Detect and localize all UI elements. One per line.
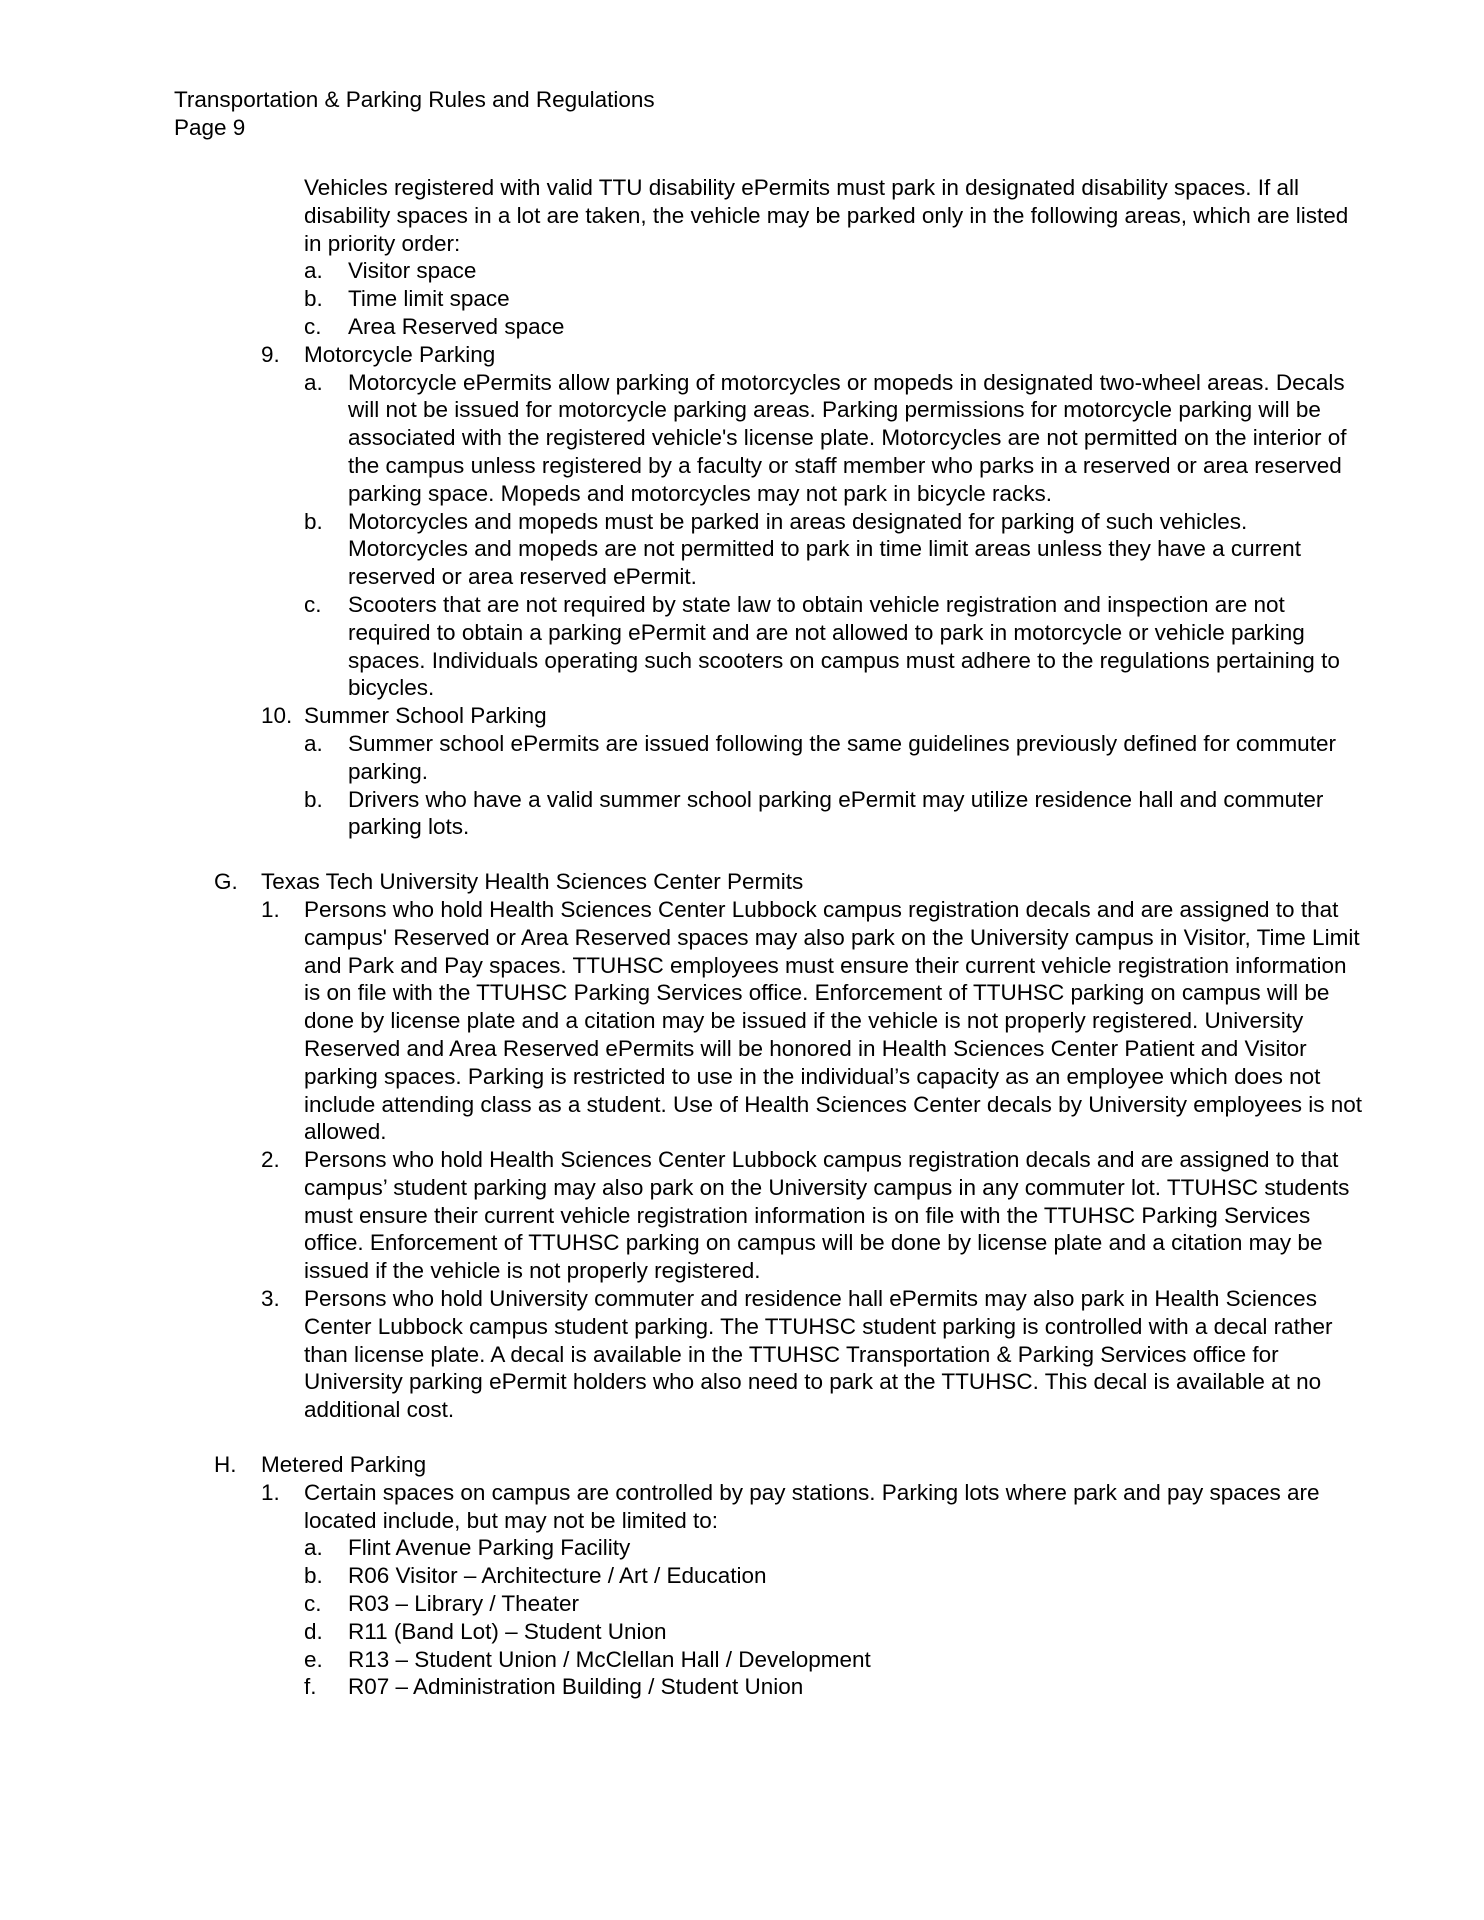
- list-marker: 3.: [261, 1286, 280, 1312]
- list-item-text: Drivers who have a valid summer school parking ePermit may utilize residence hall and commuter parking lots.: [348, 786, 1324, 840]
- list-item-text: Area Reserved space: [348, 313, 565, 339]
- list-item-text: Motorcycles and mopeds must be parked in areas designated for parking of such vehicles. Motorcycles and mopeds are not permitted to park in time limit areas unless they have a current reserved or area reserved ePermit.: [348, 508, 1301, 590]
- document-title: Transportation & Parking Rules and Regulations: [174, 87, 655, 112]
- list-marker: b.: [304, 786, 323, 812]
- section-marker: H.: [214, 1452, 237, 1478]
- list-item: [0, 1146, 1364, 1285]
- numbered-item-9: [0, 341, 1364, 369]
- section-title: Metered Parking: [261, 1452, 427, 1478]
- section-spacer: [0, 1424, 1484, 1451]
- list-item: [0, 313, 1352, 341]
- list-item-text: Scooters that are not required by state law to obtain vehicle registration and inspection are not required to obtain a parking ePermit and are not allowed to park in motorcycle or vehicle parking spaces. Individuals operating such scooters on campus must adhere to the regulations pertaining to bicycles.: [348, 591, 1340, 701]
- list-item-text: Persons who hold University commuter and residence hall ePermits may also park in Health Sciences Center Lubbock campus student parking. The TTUHSC student parking is controlled with a decal rather than license plate. A decal is available in the TTUHSC Transportation & Parking Services office for University parking ePermit holders who also need to park at the TTUHSC. This decal is available at no additional cost.: [304, 1286, 1333, 1423]
- list-marker: 2.: [261, 1147, 280, 1173]
- list-item: [0, 1534, 1352, 1562]
- list-item-text: Motorcycle ePermits allow parking of motorcycles or mopeds in designated two-wheel areas. Decals will not be issued for motorcycle parking areas. Parking permissions for motorcycle parking will be associated with the registered vehicle's license plate. Motorcycles are not permitted on the interior of the campus unless registered by a faculty or staff member who parks in a reserved or area reserved parking space. Mopeds and motorcycles may not park in bicycle racks.: [348, 369, 1347, 506]
- list-item: [0, 1590, 1352, 1618]
- document-body: [0, 174, 1484, 1701]
- list-marker: 1.: [261, 896, 280, 922]
- list-marker: b.: [304, 1563, 323, 1589]
- list-item: [0, 1618, 1352, 1646]
- section-marker: G.: [214, 869, 238, 895]
- list-marker: f.: [304, 1674, 317, 1700]
- list-item-text: Summer school ePermits are issued following the same guidelines previously defined for commuter parking.: [348, 730, 1336, 784]
- page-header: [174, 86, 655, 142]
- list-item: [0, 1479, 1364, 1535]
- list-marker: c.: [304, 591, 322, 617]
- list-marker: a.: [304, 258, 323, 284]
- list-item-text: Certain spaces on campus are controlled by pay stations. Parking lots where park and pay spaces are located include, but may not be limited to:: [304, 1479, 1320, 1533]
- section-spacer: [0, 841, 1484, 868]
- list-marker: 1.: [261, 1479, 280, 1505]
- list-item: [0, 591, 1352, 702]
- list-item-text: Time limit space: [348, 286, 510, 312]
- list-item: [0, 730, 1352, 786]
- item-heading: Summer School Parking: [304, 703, 547, 729]
- list-item: [0, 786, 1352, 842]
- list-item: [0, 285, 1352, 313]
- list-marker: a.: [304, 1535, 323, 1561]
- list-marker: b.: [304, 508, 323, 534]
- list-item-text: Persons who hold Health Sciences Center Lubbock campus registration decals and are assigned to that campus’ student parking may also park on the University campus in any commuter lot. TTUHSC students must ensure their current vehicle registration information is on file with the TTUHSC Parking Services office. Enforcement of TTUHSC parking on campus will be done by license plate and a citation may be issued if the vehicle is not properly registered.: [304, 1147, 1350, 1284]
- list-item: [0, 257, 1352, 285]
- list-marker: 9.: [261, 341, 280, 367]
- list-marker: e.: [304, 1646, 323, 1672]
- list-marker: b.: [304, 286, 323, 312]
- list-item-text: R07 – Administration Building / Student Union: [348, 1674, 804, 1700]
- list-item: [0, 896, 1364, 1146]
- list-item-text: R11 (Band Lot) – Student Union: [348, 1618, 667, 1644]
- list-item: [0, 508, 1352, 591]
- list-item: [0, 1562, 1352, 1590]
- list-marker: c.: [304, 313, 322, 339]
- item-heading: Motorcycle Parking: [304, 341, 496, 367]
- section-g-heading: [0, 868, 1361, 896]
- list-marker: d.: [304, 1618, 323, 1644]
- section-title: Texas Tech University Health Sciences Center Permits: [261, 869, 804, 895]
- list-marker: 10.: [261, 703, 293, 729]
- list-item-text: Persons who hold Health Sciences Center Lubbock campus registration decals and are assigned to that campus' Reserved or Area Reserved spaces may also park on the University campus in Visitor, Time Limit and Park and Pay spaces. TTUHSC employees must ensure their current vehicle registration information is on file with the TTUHSC Parking Services office. Enforcement of TTUHSC parking on campus will be done by license plate and a citation may be issued if the vehicle is not properly registered. University Reserved and Area Reserved ePermits will be honored in Health Sciences Center Patient and Visitor parking spaces. Parking is restricted to use in the individual’s capacity as an employee which does not include attending class as a student. Use of Health Sciences Center decals by University employees is not allowed.: [304, 896, 1363, 1145]
- numbered-item-10: [0, 702, 1364, 730]
- list-item: [0, 1285, 1364, 1424]
- list-item-text: Flint Avenue Parking Facility: [348, 1535, 631, 1561]
- section-h-heading: [0, 1451, 1361, 1479]
- list-item: [0, 1646, 1352, 1674]
- list-marker: a.: [304, 369, 323, 395]
- page-number: Page 9: [174, 114, 246, 140]
- list-item-text: R03 – Library / Theater: [348, 1591, 579, 1617]
- list-item: [0, 369, 1352, 508]
- list-item-text: R06 Visitor – Architecture / Art / Education: [348, 1563, 767, 1589]
- list-marker: c.: [304, 1591, 322, 1617]
- list-item-text: R13 – Student Union / McClellan Hall / Development: [348, 1646, 871, 1672]
- list-item-text: Visitor space: [348, 258, 477, 284]
- list-marker: a.: [304, 730, 323, 756]
- intro-paragraph: Vehicles registered with valid TTU disability ePermits must park in designated disability spaces. If all disability spaces in a lot are taken, the vehicle may be parked only in the following areas, which are listed in priority order:: [304, 175, 1349, 256]
- list-item: [0, 1673, 1352, 1701]
